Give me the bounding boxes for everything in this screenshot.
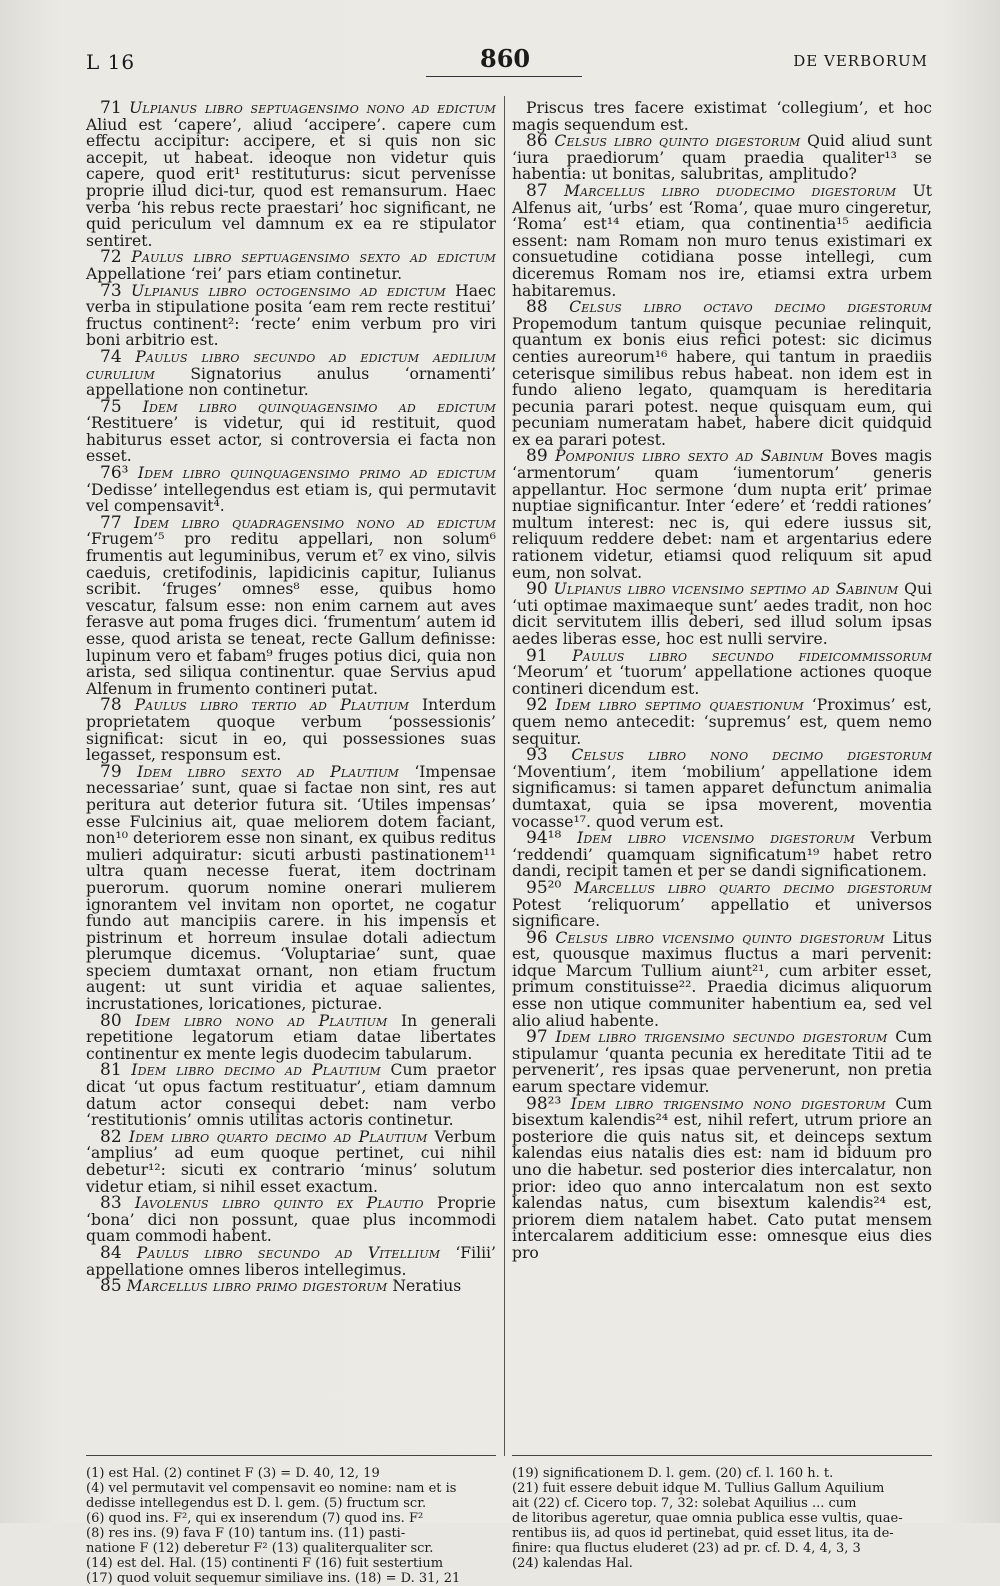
- fragment-paragraph: [86, 697, 496, 763]
- fragment-source: Idem libro quarto decimo ad Plautium: [128, 1127, 428, 1146]
- column-divider: [504, 96, 505, 1456]
- fragment-text: Neratius: [392, 1277, 462, 1296]
- fragment-text: In generali repetitione legatorum etiam datae libertates continentur ex mente legis duodecim tabularum.: [86, 1011, 496, 1063]
- fragment-text: Cum bisextum kalendis²⁴ est, nihil refert, utrum priore an posteriore die quis natus sit, et deinceps sextum kalendas eius natalis dies est: nam id biduum pro uno die habetur. sed posterior dies intercalatur, non prior: ideo quo anno intercalatum non est sexto kalendas natus, cum bisextum kalendis²⁴ est, priorem diem natalem habet. Cato putat mensem intercalarem additicium esse: omnesque eius dies pro: [512, 1094, 932, 1262]
- fragment-text: Quid aliud sunt ‘iura praediorum’ quam praedia qualiter¹³ se habentia: ut bonitas, salubritas, amplitudo?: [512, 132, 932, 184]
- fragment-paragraph: [512, 581, 932, 647]
- fragment-source: Paulus libro tertio ad Plautium: [134, 696, 410, 715]
- fragment-source: Paulus libro septuagensimo sexto ad edictum: [131, 248, 496, 267]
- right-text-column: [512, 100, 932, 1262]
- fragment-source: Idem libro septimo quaestionum: [555, 696, 804, 715]
- footnote-line: (19) significationem D. l. gem. (20) cf. l. 160 h. t.: [512, 1466, 834, 1481]
- fragment-number: 89: [526, 446, 548, 467]
- fragment-paragraph: [86, 465, 496, 515]
- header-rule: [426, 76, 582, 77]
- footnote-line: finire: qua fluctus eluderet (23) ad pr. cf. D. 4, 4, 3, 3: [512, 1541, 861, 1556]
- fragment-number: 81: [100, 1060, 122, 1081]
- fragment-paragraph: [512, 1029, 932, 1095]
- fragment-number: 93: [526, 745, 548, 766]
- fragment-text: Propemodum tantum quisque pecuniae relinquit, quantum ex bonis eius refici potest: sic dicimus centies aureorum¹⁶ habere, qui tantum in praediis ceterisque similibus rebus habeat. non idem est in fundo alieno legato, quamquam is hereditaria pecunia parari potest. neque quisquam eum, qui pecuniam numeratam habet, habere dicit quidquid ex ea parari potest.: [512, 314, 932, 449]
- fragment-number: 75: [100, 396, 122, 417]
- fragment-number: 79: [100, 761, 122, 782]
- fragment-paragraph: [86, 249, 496, 282]
- fragment-text: ‘Moventium’, item ‘mobilium’ appellatione idem significamus: si tamen apparet defunctum animalia dumtaxat, quia se ipsa moverent, moventia vocasse¹⁷. quod verum est.: [512, 762, 932, 831]
- fragment-source: Idem libro quinquagensimo primo ad edictum: [137, 464, 496, 483]
- fragment-paragraph: [512, 830, 932, 880]
- fragment-number: 71: [100, 98, 122, 118]
- fragment-source: Marcellus libro primo digestorum: [126, 1277, 388, 1296]
- fragment-source: Ulpianus libro octogensimo ad edictum: [130, 281, 446, 300]
- fragment-source: Idem libro decimo ad Plautium: [131, 1061, 381, 1080]
- fragment-text: Appellatione ‘rei’ pars etiam continetur.: [86, 264, 403, 283]
- fragment-paragraph: [512, 927, 932, 1030]
- fragment-number: 76³: [100, 463, 129, 484]
- footnote-line: de litoribus ageretur, quae omnia publica esse vultis, quae-: [512, 1511, 903, 1526]
- fragment-text: ‘Frugem’⁵ pro reditu appellari, non solum⁶ frumentis aut leguminibus, verum et⁷ ex vino, silvis caeduis, cretifodinis, lapidicinis capitur, Iulianus scribit. ‘fruges’ omnes⁸ esse, quibus homo vescatur, falsum esse: non enim carnem aut aves ferasve aut poma fruges dici. ‘frumentum’ autem id esse, quod arista se teneat, recte Gallum definisse: lupinum vero et fabam⁹ fruges potius dici, quia non arista, sed siliqua continentur. quae Servius apud Alfenum in frumento contineri putat.: [86, 530, 496, 698]
- fragment-paragraph: [512, 133, 932, 183]
- fragment-number: 72: [100, 247, 122, 268]
- fragment-paragraph: [86, 1242, 496, 1279]
- fragment-number: 97: [526, 1027, 548, 1048]
- fragment-text: Verbum ‘reddendi’ quamquam significatum¹⁹ habet retro dandi, recipit tamen et per se dandi significationem.: [512, 829, 932, 881]
- fragment-number: 83: [100, 1193, 122, 1214]
- fragment-number: 90: [526, 579, 548, 600]
- fragment-paragraph: [512, 299, 932, 448]
- fragment-number: 85: [100, 1276, 122, 1297]
- footnote-rule-right: [512, 1455, 932, 1456]
- fragment-source: Marcellus libro quarto decimo digestorum: [573, 878, 932, 897]
- fragment-paragraph: [512, 448, 932, 581]
- fragment-source: Marcellus libro duodecimo digestorum: [563, 181, 897, 200]
- fragment-text: Proprie ‘bona’ dici non possunt, quae plus incommodi quam commodi habent.: [86, 1194, 496, 1246]
- fragment-number: 86: [526, 131, 548, 152]
- left-text-column: [86, 100, 496, 1295]
- fragment-text: Interdum proprietatem quoque verbum ‘possessionis’ significat: sicut in eo, qui possessiones suas legasset, responsum est.: [86, 696, 496, 765]
- fragment-source: Idem libro quadragensimo nono ad edictum: [133, 513, 496, 532]
- fragment-paragraph: [512, 180, 932, 300]
- fragment-source: Pomponius libro sexto ad Sabinum: [554, 447, 824, 466]
- fragment-paragraph: [512, 747, 932, 830]
- fragment-source: Ulpianus libro septuagensimo nono ad edictum: [129, 99, 496, 117]
- fragment-paragraph: [512, 697, 932, 747]
- fragment-text: Qui ‘uti optimae maximaeque sunt’ aedes tradit, non hoc dicit servitutem illis deberi, sed illud solum ipsas aedes liberas esse, hoc est nulli servire.: [512, 580, 932, 648]
- footnote-line: (14) est del. Hal. (15) continenti F (16) fuit sestertium: [86, 1556, 444, 1571]
- fragment-source: Celsus libro quinto digestorum: [554, 132, 801, 151]
- fragment-number: 77: [100, 512, 122, 533]
- footnote-line: (21) fuit essere debuit idque M. Tullius Gallum Aquilium: [512, 1481, 885, 1496]
- fragment-number: 88: [526, 297, 548, 318]
- fragment-source: Celsus libro nono decimo digestorum: [571, 746, 932, 765]
- fragment-number: 94¹⁸: [526, 828, 562, 849]
- footnote-rule-left: [86, 1455, 496, 1456]
- footnote-line: (17) quod voluit sequemur similiave ins. (18) = D. 31, 21: [86, 1571, 461, 1586]
- running-head-right: DE VERBORUM: [793, 52, 928, 70]
- fragment-source: Paulus libro secundo ad edictum aedilium curulium: [86, 347, 496, 383]
- fragment-paragraph: [86, 1010, 496, 1063]
- fragment-number: 98²³: [526, 1093, 562, 1114]
- footnote-line: rentibus iis, ad quos id pertinebat, quid esset litus, ita de-: [512, 1526, 894, 1541]
- footnote-line: (6) quod ins. F², qui ex inserendum (7) quod ins. F²: [86, 1511, 424, 1526]
- fragment-paragraph: [512, 645, 932, 698]
- footnote-line: natione F (12) deberetur F² (13) qualiterqualiter scr.: [86, 1541, 434, 1556]
- fragment-text: ‘Filii’ appellatione omnes liberos intellegimus.: [86, 1243, 496, 1279]
- footnote-line: (24) kalendas Hal.: [512, 1556, 633, 1571]
- fragment-source: Idem libro trigensimo nono digestorum: [570, 1094, 886, 1113]
- running-head-left: L 16: [86, 50, 136, 74]
- fragment-number: 91: [526, 645, 548, 666]
- footnote-line: ait (22) cf. Cicero top. 7, 32: solebat Aquilius ... cum: [512, 1496, 857, 1511]
- fragment-paragraph: [86, 280, 496, 350]
- fragment-text: Ut Alfenus ait, ‘urbs’ est ‘Roma’, quae muro cingeretur, ‘Roma’ est¹⁴ etiam, qua continentia¹⁵ aedificia essent: nam Romam non muro tenus existimari ex consuetudine cotidiana posse intellegi, cum diceremus Romam nos ire, etiamsi extra urbem habitaremus.: [512, 181, 932, 300]
- fragment-number: 78: [100, 695, 122, 716]
- fragment-paragraph: [86, 1195, 496, 1245]
- fragment-text: Verbum ‘amplius’ ad eum quoque pertinet, cui nihil debetur¹²: sicuti ex contrario ‘minus’ solutum videtur etiam, si nihil esset exactum.: [86, 1127, 496, 1196]
- fragment-paragraph: [86, 761, 496, 1014]
- fragment-text: Aliud est ‘capere’, aliud ‘accipere’. capere cum effectu accipitur: accipere, et si quis non sic accepit, ut habeat. ideoque non videtur quis capere, quod erit¹ restituturus: sicut pervenisse proprie illud dici-tur, quod est remansurum. Haec verba ‘his rebus recte praestari’ hoc significant, ne quid periculum vel damnum ex ea re stipulator sentiret.: [86, 115, 496, 250]
- footnote-line: (4) vel permutavit vel compensavit eo nomine: nam et is: [86, 1481, 457, 1496]
- fragment-paragraph: [512, 100, 932, 133]
- fragment-paragraph: [512, 1093, 932, 1262]
- fragment-text: ‘Proximus’ est, quem nemo antecedit: ‘supremus’ est, quem nemo sequitur.: [512, 696, 932, 748]
- fragment-text: ‘Meorum’ et ‘tuorum’ appellatione actiones quoque contineri dicendum est.: [512, 663, 932, 698]
- fragment-source: Paulus libro secundo ad Vitellium: [136, 1243, 441, 1262]
- fragment-text: ‘Dedisse’ intellegendus est etiam is, qui permutavit vel compensavit⁴.: [86, 480, 496, 516]
- fragment-source: Iavolenus libro quinto ex Plautio: [134, 1194, 424, 1213]
- footnote-line: dedisse intellegendus est D. l. gem. (5) fructum scr.: [86, 1496, 427, 1511]
- footnote-line: (1) est Hal. (2) continet F (3) = D. 40, 12, 19: [86, 1466, 380, 1481]
- fragment-source: Ulpianus libro vicensimo septimo ad Sabinum: [553, 580, 899, 599]
- fragment-number: 96: [526, 927, 548, 948]
- fragment-source: Idem libro sexto ad Plautium: [136, 762, 399, 781]
- fragment-source: Celsus libro octavo decimo digestorum: [569, 298, 932, 317]
- fragment-paragraph: [86, 100, 496, 249]
- fragment-paragraph: [86, 1062, 496, 1128]
- fragment-number: 95²⁰: [526, 877, 562, 898]
- fragment-source: Idem libro trigensimo secundo digestorum: [555, 1028, 888, 1047]
- footnotes-left: [86, 1466, 496, 1586]
- fragment-text: Cum stipulamur ‘quanta pecunia ex hereditate Titii ad te pervenerit’, res ipsas quae pervenerunt, non pretia earum spectare videmur.: [512, 1028, 932, 1097]
- fragment-text: Haec verba in stipulatione posita ‘eam rem recte restitui’ fructus continent²: ‘recte’ enim verbum pro viri boni arbitrio est.: [86, 281, 496, 350]
- fragment-source: Idem libro vicensimo digestorum: [577, 829, 855, 848]
- fragment-paragraph: [86, 396, 496, 466]
- fragment-source: Idem libro quinquagensimo ad edictum: [142, 397, 496, 416]
- fragment-source: Idem libro nono ad Plautium: [135, 1011, 388, 1030]
- fragment-number: 82: [100, 1126, 122, 1147]
- fragment-text: ‘Impensae necessariae’ sunt, quae si factae non sint, res aut peritura aut deterior futura sit. ‘Utiles impensas’ esse Fulcinius ait, quae meliorem dotem faciant, non¹⁰ deteriorem esse non sinant, ex quibus reditus mulieri adquiratur: sicuti arbusti pastinationem¹¹ ultra quam necesse fuerat, item doctrinam puerorum. quorum nomine onerari mulierem ignorantem vel invitam non oportet, ne cogatur fundo aut mancipiis carere. in his impensis et pistrinum et horreum insulae dotali adiectum plerumque dicemus. ‘Voluptariae’ sunt, quae speciem dumtaxat ornant, non etiam fructum augent: ut sunt viridia et aquae salientes, incrustationes, loricationes, picturae.: [86, 762, 496, 1014]
- footnote-line: (8) res ins. (9) fava F (10) tantum ins. (11) pasti-: [86, 1526, 406, 1541]
- fragment-paragraph: [86, 1126, 496, 1196]
- fragment-number: 80: [100, 1010, 122, 1031]
- fragment-number: 92: [526, 695, 548, 716]
- fragment-number: 84: [100, 1242, 122, 1263]
- fragment-paragraph: [86, 346, 496, 400]
- fragment-paragraph: [86, 1278, 496, 1295]
- fragment-text: Signatorius anulus ‘ornamenti’ appellatione non continetur.: [86, 364, 496, 400]
- footnotes-right: [512, 1466, 932, 1571]
- fragment-text: ‘Restituere’ is videtur, qui id restituit, quod habiturus esset actor, si controversia ei facta non esset.: [86, 414, 496, 466]
- fragment-paragraph: [512, 877, 932, 931]
- page-number: 860: [480, 44, 531, 73]
- fragment-text: Cum praetor dicat ‘ut opus factum restituatur’, etiam damnum datum actor consequi debet: nam verbo ‘restitutionis’ omnis utilitas actoris continetur.: [86, 1061, 496, 1130]
- fragment-number: 87: [526, 180, 548, 201]
- fragment-text: Potest ‘reliquorum’ appellatio et universos significare.: [512, 895, 932, 931]
- fragment-number: 73: [100, 280, 122, 301]
- fragment-source: Celsus libro vicensimo quinto digestorum: [555, 928, 885, 947]
- fragment-text: Priscus tres facere existimat ‘collegium’, et hoc magis sequendum est.: [512, 99, 932, 134]
- fragment-number: 74: [100, 346, 122, 367]
- fragment-text: Boves magis ‘armentorum’ quam ‘iumentorum’ generis appellantur. Hoc sermone ‘dum nupta erit’ primae nuptiae significantur. Inter ‘edere’ et ‘reddi rationes’ multum interest: nec is, qui edere iussus sit, reliquum reddere debet: nam et argentarius edere rationem videtur, etiamsi quod reliquum sit apud eum, non solvat.: [512, 447, 932, 582]
- fragment-text: Litus est, quousque maximus fluctus a mari pervenit: idque Marcum Tullium aiunt²¹, cum arbiter esset, primum constituisse²². Praedia dicimus aliquorum esse non utique communiter habentium ea, sed vel alio aliud habente.: [512, 928, 932, 1030]
- fragment-paragraph: [86, 512, 496, 698]
- fragment-source: Paulus libro secundo fideicommissorum: [572, 646, 932, 665]
